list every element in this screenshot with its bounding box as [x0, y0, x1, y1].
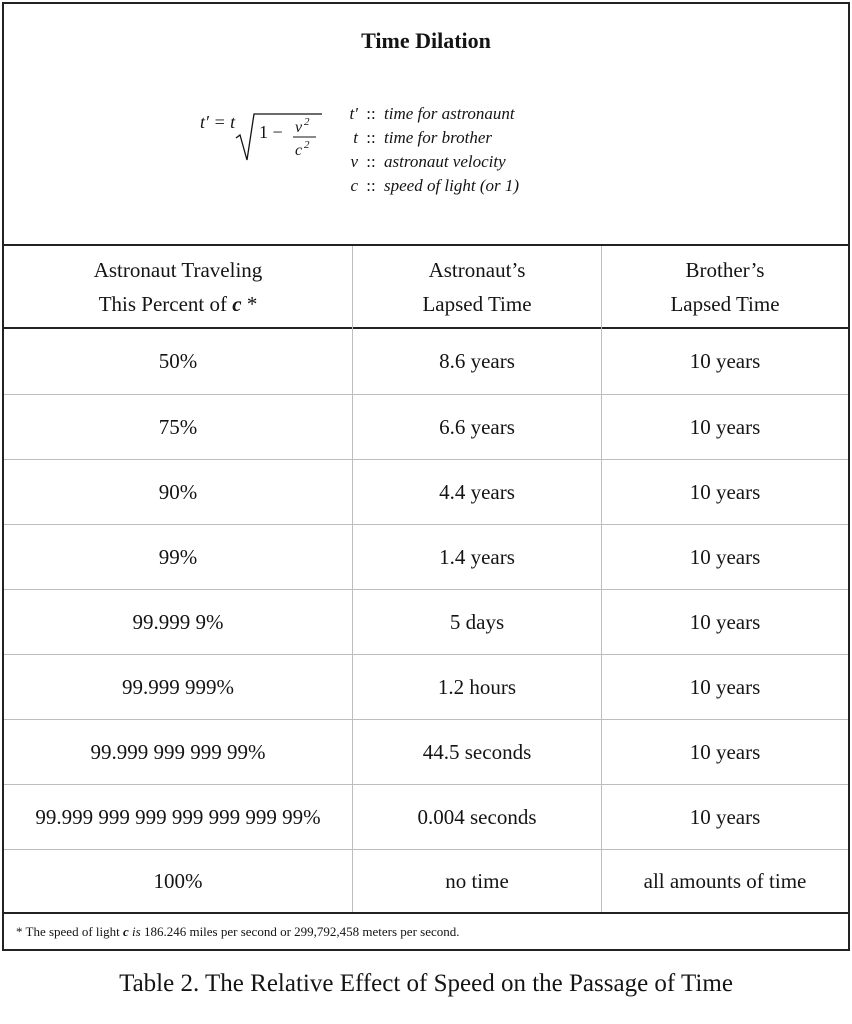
footnote-text: * The speed of light: [16, 924, 123, 939]
table-cell-brother-time: 10 years: [689, 544, 761, 569]
table-cell-astronaut-time: 44.5 seconds: [422, 739, 532, 764]
formula-box: [4, 4, 848, 245]
table-cell-speed: 90%: [158, 479, 198, 504]
table-cell-speed: 50%: [158, 349, 198, 373]
table-cell-speed: 99.999 999 999 999 999 999 99%: [35, 804, 321, 829]
legend-row: [336, 102, 519, 126]
legend-row: [336, 126, 519, 150]
table-cell-brother-time: 10 years: [689, 479, 761, 504]
footnote-divider: [4, 912, 848, 914]
table-cell-speed: 99.999 9%: [132, 609, 224, 634]
legend-definition: speed of light (or 1): [384, 176, 520, 195]
table-caption: Table 2. The Relative Effect of Speed on the Passage of Time: [119, 970, 733, 997]
table-cell-speed: 99.999 999 999 99%: [90, 739, 266, 764]
formula-radicand: 1 −: [259, 122, 283, 142]
footnote-is: is: [128, 924, 141, 939]
table-cell-astronaut-time: 1.4 years: [439, 544, 515, 569]
table-cell-astronaut-time: 4.4 years: [439, 479, 515, 504]
variable-legend: [336, 102, 519, 198]
legend-symbol: v: [350, 152, 358, 171]
legend-row: [336, 174, 519, 198]
legend-separator: ::: [366, 176, 376, 195]
time-dilation-formula: [200, 112, 310, 159]
header-brother-time: [602, 246, 848, 327]
legend-definition: time for brother: [384, 128, 492, 147]
table-cell-brother-time: 10 years: [689, 674, 761, 699]
header-speed-percent: [4, 246, 352, 327]
table-cell-brother-time: 10 years: [689, 414, 761, 439]
table-cell-astronaut-time: no time: [445, 868, 509, 893]
footnote-c-symbol: c: [123, 924, 129, 939]
header-line: [99, 287, 258, 321]
table-cell-astronaut-time: 0.004 seconds: [417, 804, 537, 829]
table-cell-speed: 99.999 999%: [122, 674, 234, 699]
header-text: This Percent of: [98, 291, 233, 316]
legend-definition: astronaut velocity: [384, 152, 506, 171]
header-line: Brother’s: [685, 257, 765, 282]
legend-symbol: t: [353, 128, 358, 147]
legend-symbol: c: [350, 176, 358, 195]
legend-row: [336, 150, 519, 174]
header-line: Lapsed Time: [670, 291, 780, 316]
header-astronaut-time: [353, 246, 601, 327]
table-cell-astronaut-time: 5 days: [449, 609, 505, 634]
table-cell-brother-time: 10 years: [689, 349, 761, 373]
table-cell-astronaut-time: 8.6 years: [439, 349, 515, 373]
header-c-symbol: c: [232, 291, 242, 316]
legend-separator: ::: [366, 128, 376, 147]
table-cell-brother-time: 10 years: [689, 739, 761, 764]
footnote: [16, 924, 460, 940]
table-cell-brother-time: 10 years: [689, 609, 761, 634]
table-cell-brother-time: all amounts of time: [643, 868, 807, 893]
legend-separator: ::: [366, 152, 376, 171]
table-cell-astronaut-time: 1.2 hours: [437, 674, 517, 699]
table-cell-astronaut-time: 6.6 years: [439, 414, 515, 439]
table-cell-speed: 75%: [158, 414, 198, 439]
formula-denominator-exponent: 2: [304, 139, 310, 151]
legend-symbol: t′: [349, 104, 358, 123]
table-cell-speed: 99%: [158, 544, 198, 569]
header-line: Astronaut Traveling: [93, 257, 263, 282]
legend-definition: time for astronaunt: [384, 104, 515, 123]
legend-separator: ::: [366, 104, 376, 123]
table-cell-brother-time: 10 years: [689, 804, 761, 829]
header-line: Lapsed Time: [422, 291, 532, 316]
table-frame: [2, 2, 850, 951]
square-root-sign: [234, 108, 324, 164]
table-title: Time Dilation: [361, 28, 491, 53]
table-cell-speed: 100%: [153, 868, 203, 893]
formula-denominator: c: [295, 142, 303, 159]
header-asterisk: *: [241, 291, 258, 316]
formula-numerator: v: [295, 119, 303, 136]
header-line: Astronaut’s: [428, 257, 526, 282]
formula-numerator-exponent: 2: [304, 116, 310, 128]
footnote-rest: 186.246 miles per second or 299,792,458 meters per second.: [140, 924, 460, 939]
formula-lhs: t′ = t: [200, 112, 236, 132]
